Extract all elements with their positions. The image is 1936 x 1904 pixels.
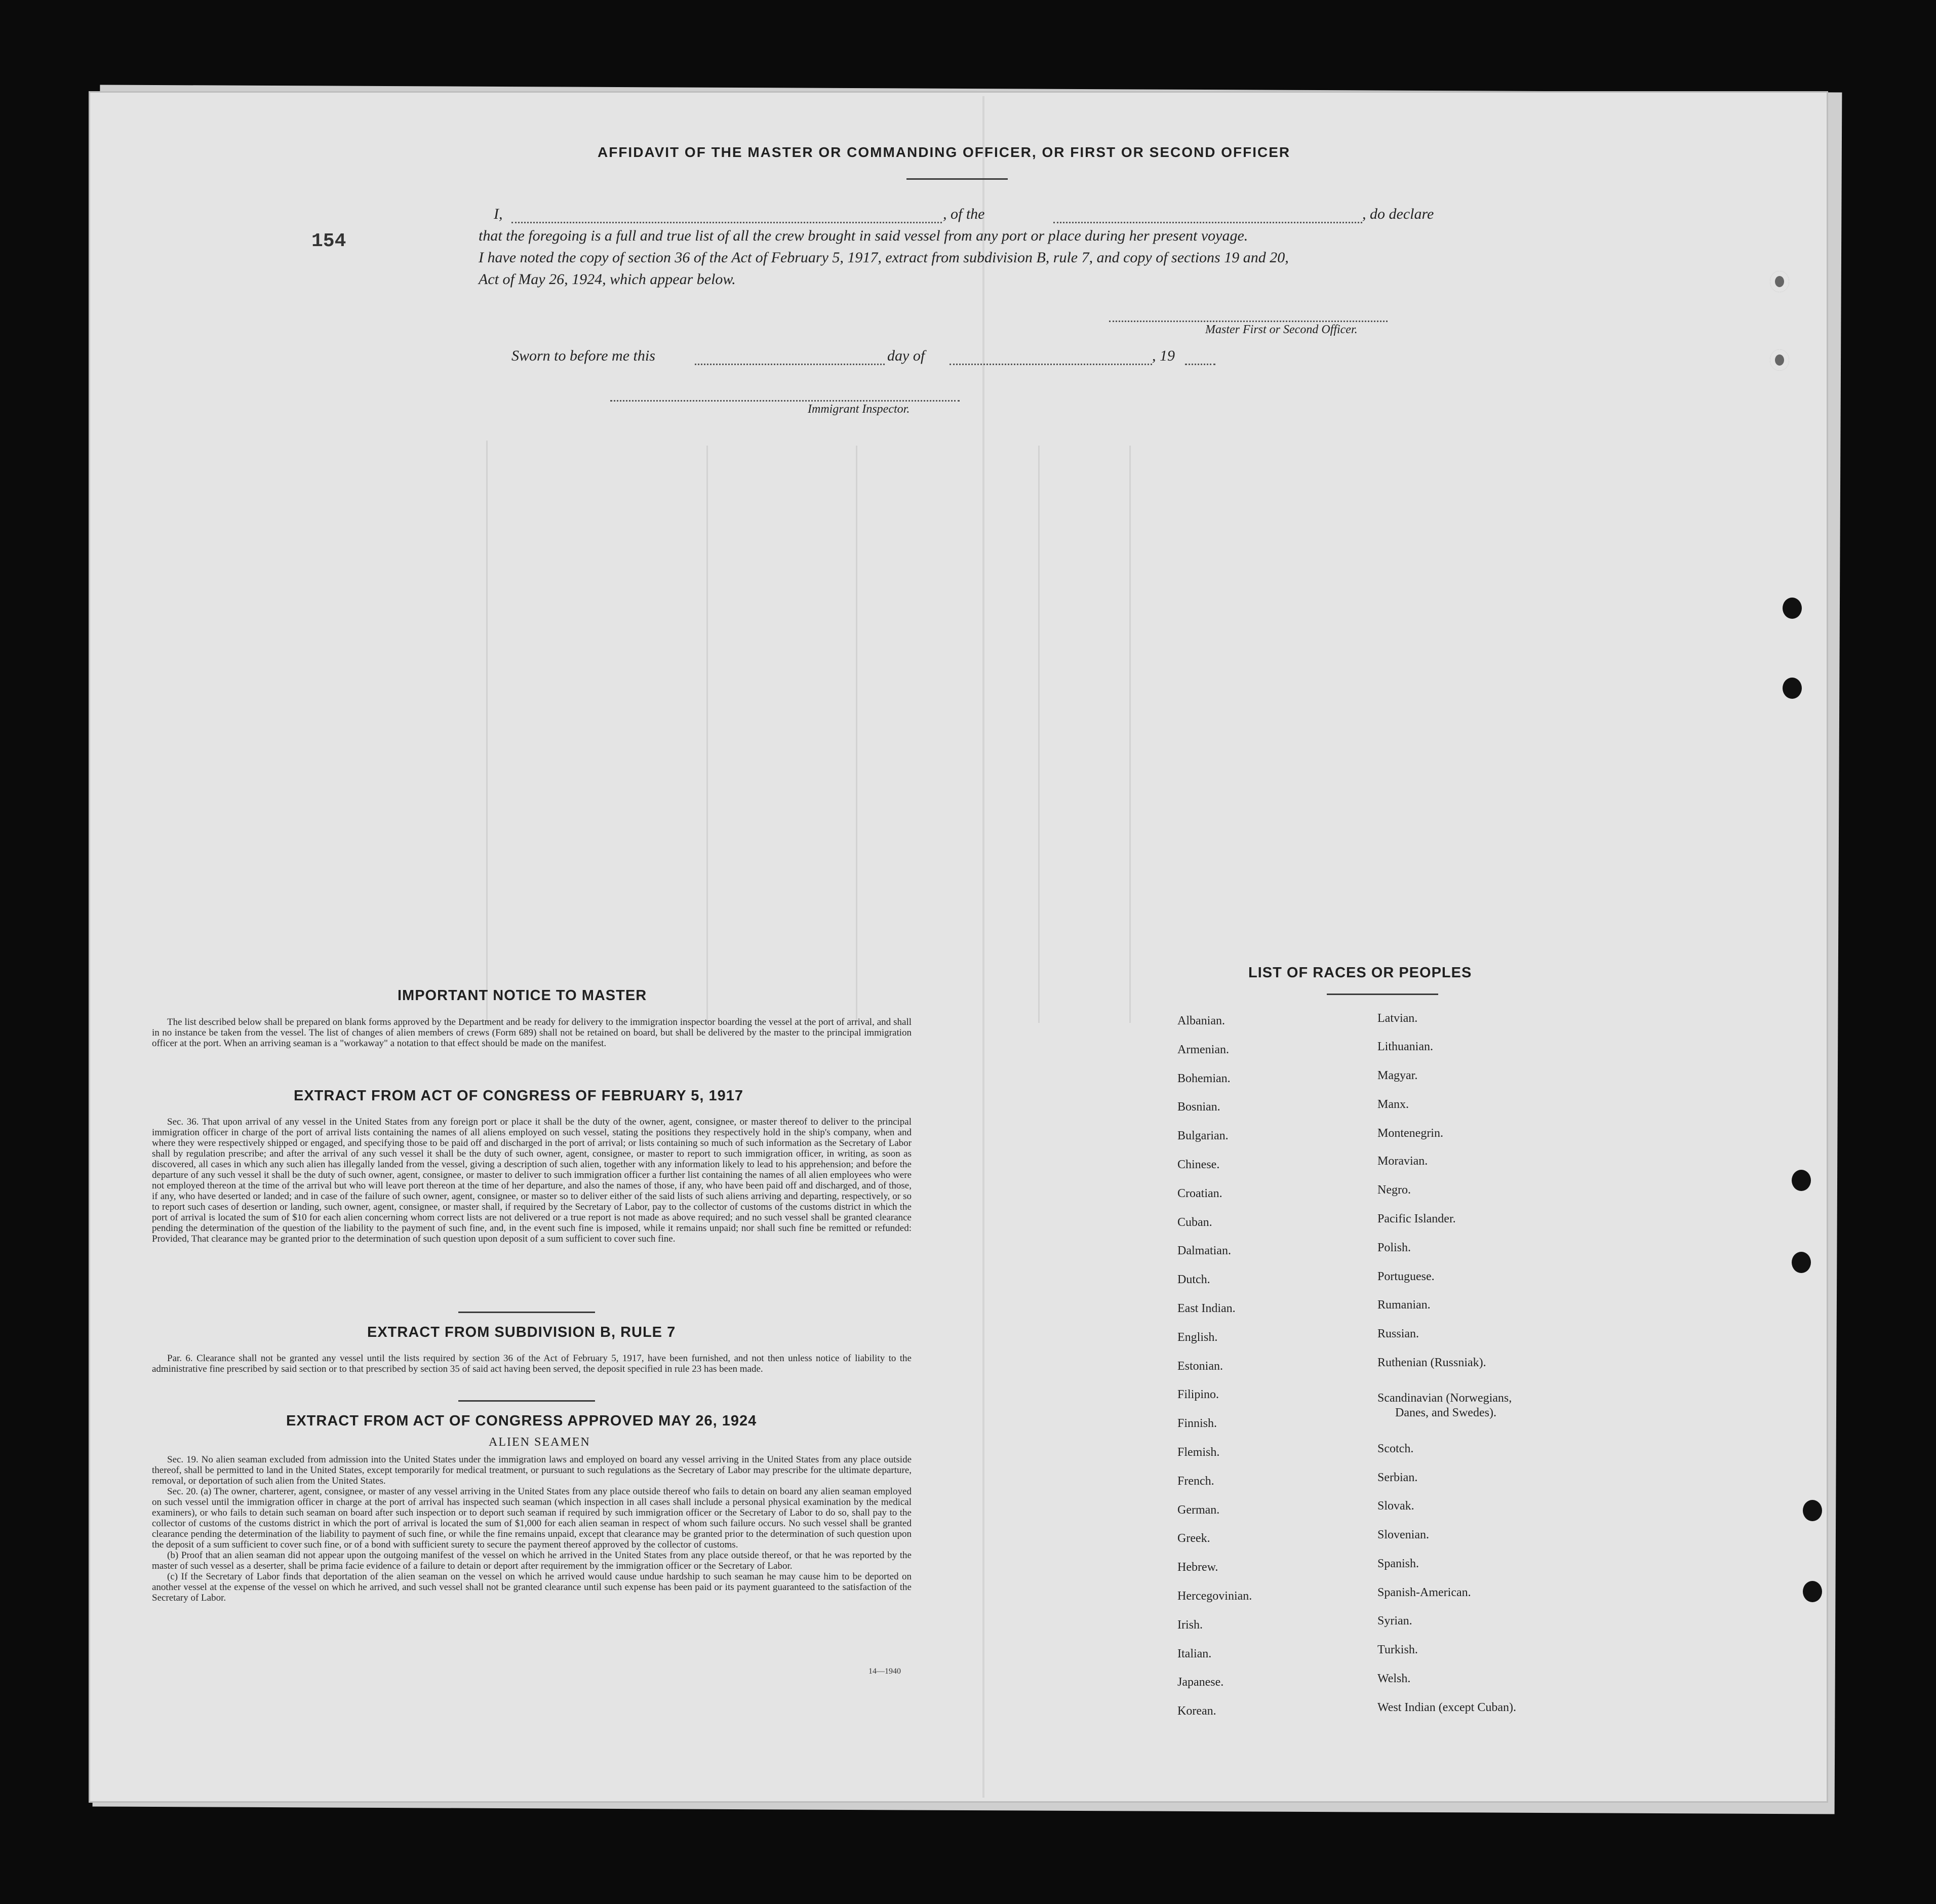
affidavit-do-declare: , do declare	[1362, 206, 1434, 222]
race-item: Danes, and Swedes).	[1395, 1406, 1496, 1419]
bleed-column-line	[1038, 446, 1040, 1023]
race-item: Bohemian.	[1177, 1072, 1231, 1085]
race-item: Flemish.	[1177, 1446, 1220, 1459]
race-item: Pacific Islander.	[1377, 1212, 1456, 1225]
race-item: Rumanian.	[1377, 1298, 1431, 1312]
race-item: Scotch.	[1377, 1442, 1414, 1455]
master-signature-label: Master First or Second Officer.	[1205, 323, 1358, 336]
sworn-text: Sworn to before me this	[511, 347, 655, 364]
race-item: Scandinavian (Norwegians,	[1377, 1392, 1512, 1405]
section-20c-paragraph: (c) If the Secretary of Labor finds that deportation of the alien seaman on the vessel on which he arrived would cause undue hardship to such seaman he may cause him to be deported on another vessel at the expense of the vessel on which he arrived, and such vessel shall not be granted clearance until such expense has been paid or its payment guaranteed to the satisfaction of the Secretary of Labor.	[152, 1571, 912, 1603]
race-item: Korean.	[1177, 1704, 1216, 1718]
race-item: Bulgarian.	[1177, 1129, 1229, 1143]
race-item: Japanese.	[1177, 1676, 1224, 1689]
sworn-month-blank[interactable]	[950, 364, 1152, 365]
day-of-text: day of	[887, 347, 925, 364]
race-item: Spanish.	[1377, 1557, 1419, 1570]
race-item: Cuban.	[1177, 1215, 1212, 1229]
race-item: Armenian.	[1177, 1043, 1229, 1056]
master-signature-line[interactable]	[1109, 321, 1388, 322]
race-item: Dalmatian.	[1177, 1244, 1231, 1258]
races-rule	[1327, 994, 1438, 995]
race-item: English.	[1177, 1330, 1218, 1344]
affidavit-line-4: Act of May 26, 1924, which appear below.	[479, 271, 736, 288]
race-item: Negro.	[1377, 1183, 1411, 1197]
race-item: Croatian.	[1177, 1186, 1222, 1200]
punch-hole	[1770, 349, 1789, 371]
inspector-signature-label: Immigrant Inspector.	[808, 403, 910, 416]
inspector-signature-line[interactable]	[610, 400, 960, 402]
extract-1917-title: EXTRACT FROM ACT OF CONGRESS OF FEBRUARY 5, 1917	[294, 1088, 744, 1104]
center-fold	[982, 96, 984, 1798]
punch-hole	[1792, 1252, 1811, 1273]
race-item: Hebrew.	[1177, 1561, 1218, 1574]
race-item: Welsh.	[1377, 1672, 1411, 1685]
year-text: , 19	[1152, 347, 1175, 364]
par-6-paragraph: Par. 6. Clearance shall not be granted any vessel until the lists required by section 36 of the Act of February 5, 1917, have been furnished, and not then unless notice of liability to the administrative fine prescribed by said section or to that prescribed by section 35 of said act having been served, the deposit specified in rule 23 has been made.	[152, 1353, 912, 1374]
race-item: Dutch.	[1177, 1273, 1210, 1287]
race-item: Moravian.	[1377, 1155, 1428, 1168]
section-20b-paragraph: (b) Proof that an alien seaman did not appear upon the outgoing manifest of the vessel on which he arrived in the United States from any place outside thereof, or that he was reported by the master of such vessel as a deserter, shall be prima facie evidence of a failure to detain or deport after requirement by the immigration officer or the Secretary of Labor.	[152, 1550, 912, 1571]
name-blank[interactable]	[511, 222, 942, 223]
affidavit-line-3: I have noted the copy of section 36 of the Act of February 5, 1917, extract from subdivision B, rule 7, and copy of sections 19 and 20,	[479, 249, 1289, 266]
race-item: French.	[1177, 1474, 1214, 1488]
race-item: Hercegovinian.	[1177, 1590, 1252, 1603]
extract-1917-body	[152, 1117, 912, 1244]
bleed-column-line	[1129, 446, 1131, 1023]
race-item: Syrian.	[1377, 1614, 1412, 1628]
race-item: Spanish-American.	[1377, 1586, 1471, 1599]
punch-hole	[1783, 678, 1802, 699]
race-item: German.	[1177, 1503, 1220, 1517]
notice-title: IMPORTANT NOTICE TO MASTER	[398, 987, 647, 1004]
race-item: Albanian.	[1177, 1014, 1225, 1027]
vessel-blank[interactable]	[1053, 222, 1362, 223]
extract-1924-body	[152, 1454, 912, 1603]
races-title: LIST OF RACES OR PEOPLES	[1248, 965, 1472, 981]
punch-hole	[1792, 1170, 1811, 1191]
punch-hole	[1803, 1581, 1822, 1602]
bleed-column-line	[706, 446, 708, 1023]
notice-body	[152, 1017, 912, 1049]
race-item: Chinese.	[1177, 1158, 1220, 1171]
extract-1917-rule	[458, 1312, 595, 1313]
race-item: Lithuanian.	[1377, 1040, 1433, 1053]
affidavit-line-2: that the foregoing is a full and true list of all the crew brought in said vessel from any port or place during her present voyage.	[479, 227, 1248, 244]
rule7-body	[152, 1353, 912, 1374]
race-item: Portuguese.	[1377, 1270, 1435, 1283]
punch-hole	[1783, 598, 1802, 619]
affidavit-i: I,	[494, 206, 503, 222]
race-item: Italian.	[1177, 1647, 1212, 1660]
section-19-paragraph: Sec. 19. No alien seaman excluded from admission into the United States under the immigration laws and employed on board any vessel arriving in the United States from any place outside thereof, shall be permitted to land in the United States, except temporarily for medical treatment, or pursuant to such regulations as the Secretary of Labor may prescribe for the ultimate departure, removal, or deportation of such alien from the United States.	[152, 1454, 912, 1486]
alien-seamen-subtitle: ALIEN SEAMEN	[489, 1436, 590, 1449]
section-20a-paragraph: Sec. 20. (a) The owner, charterer, agent, consignee, or master of any vessel arriving in the United States from any place outside thereof who fails to detain on board any alien seaman employed on such vessel until the immigration officer in charge at the port of arrival has inspected such seaman (which inspection in all cases shall include a personal physical examination by the medical examiners), or who fails to detain such seaman on board after such inspection or to deport such seaman if required by such immigration officer or the Secretary of Labor to do so, shall pay to the collector of customs of the customs district in which the port of arrival is located the sum of $1,000 for each alien seaman in respect of whom such failure occurs. No such vessel shall be granted clearance pending the determination of the liability to payment of such fine, or while the fine remains unpaid, except that clearance may be granted prior to the determination of such question upon the deposit of a sum sufficient to cover such fine, or of a bond with sufficient surety to secure the payment thereof approved by the collector of customs.	[152, 1486, 912, 1550]
race-item: Ruthenian (Russniak).	[1377, 1356, 1486, 1369]
race-item: Irish.	[1177, 1618, 1203, 1632]
sworn-day-blank[interactable]	[695, 364, 885, 365]
race-item: Manx.	[1377, 1098, 1409, 1111]
affidavit-of-the: , of the	[943, 206, 985, 222]
race-item: West Indian (except Cuban).	[1377, 1701, 1516, 1714]
section-36-paragraph: Sec. 36. That upon arrival of any vessel in the United States from any foreign port or place it shall be the duty of the owner, agent, consignee, or master thereof to deliver to the principal immigration officer in charge of the port of arrival lists containing the names of all aliens employed on such vessel, stating the positions they respectively hold in the ship's company, when and where they were respectively shipped or engaged, and specifying those to be paid off and discharged in the port of arrival; or lists containing so much of such information as the Secretary of Labor shall by regulation prescribe; and after the arrival of any such vessel it shall be the duty of such owner, agent, consignee, or master to report to such immigration officer, in writing, as soon as discovered, all cases in which any such alien has illegally landed from the vessel, giving a description of such alien, together with any information likely to lead to his apprehension; and before the departure of any such vessel it shall be the duty of such owner, agent, consignee, or master to deliver to such immigration officer a further list containing the names of all alien employees who were not employed thereon at the time of the arrival but who will leave port thereon at the time of her departure, and also the names of those, if any, who have been paid off and discharged, and of those, if any, who have deserted or landed; and in case of the failure of such owner, agent, consignee, or master so to deliver either of the said lists of such aliens arriving and departing, respectively, or so to report such cases of desertion or landing, such owner, agent, consignee, or master shall, if required by the Secretary of Labor, pay to the collector of customs of the customs district in which the port of arrival is located the sum of $10 for each alien concerning whom correct lists are not delivered or a true report is not made as above required; and no such vessel shall be granted clearance pending the determination of the question of the liability to the payment of such fine, and, in the event such fine is imposed, while it remains unpaid; nor shall such fine be remitted or refunded: Provided, That clearance may be granted prior to the determination of such question upon deposit of a sum sufficient to cover such fine.	[152, 1117, 912, 1244]
race-item: Serbian.	[1377, 1471, 1418, 1484]
race-item: Bosnian.	[1177, 1100, 1220, 1114]
extract-1924-title: EXTRACT FROM ACT OF CONGRESS APPROVED MAY 26, 1924	[286, 1413, 757, 1429]
page-number: 154	[311, 230, 346, 252]
race-item: Estonian.	[1177, 1359, 1223, 1373]
bleed-column-line	[486, 441, 488, 1023]
race-item: Polish.	[1377, 1241, 1411, 1254]
punch-hole	[1770, 271, 1789, 292]
sworn-year-blank[interactable]	[1185, 364, 1215, 365]
notice-paragraph: The list described below shall be prepared on blank forms approved by the Department and be ready for delivery to the immigration inspector boarding the vessel at the port of arrival, and shall in no instance be taken from the vessel. The list of changes of alien members of crews (Form 689) shall not be retained on board, but shall be delivered by the master to the principal immigration officer at the port. When an arriving seaman is a "workaway" a notation to that effect should be made on the manifest.	[152, 1017, 912, 1049]
race-item: Latvian.	[1377, 1012, 1418, 1025]
bleed-column-line	[856, 446, 857, 1023]
race-item: Magyar.	[1377, 1069, 1418, 1082]
race-item: Slovenian.	[1377, 1528, 1429, 1541]
race-item: Montenegrin.	[1377, 1127, 1443, 1140]
race-item: Slovak.	[1377, 1499, 1414, 1513]
form-code: 14—1940	[868, 1667, 901, 1676]
race-item: Turkish.	[1377, 1643, 1418, 1656]
race-item: Greek.	[1177, 1532, 1210, 1545]
race-item: Filipino.	[1177, 1388, 1219, 1402]
race-item: Russian.	[1377, 1327, 1419, 1340]
affidavit-title: AFFIDAVIT OF THE MASTER OR COMMANDING OFFICER, OR FIRST OR SECOND OFFICER	[598, 144, 1291, 160]
punch-hole	[1803, 1500, 1822, 1521]
race-item: East Indian.	[1177, 1302, 1236, 1315]
race-item: Finnish.	[1177, 1417, 1217, 1431]
rule7-rule	[458, 1400, 595, 1402]
rule7-title: EXTRACT FROM SUBDIVISION B, RULE 7	[367, 1324, 676, 1340]
affidavit-rule	[906, 178, 1008, 180]
